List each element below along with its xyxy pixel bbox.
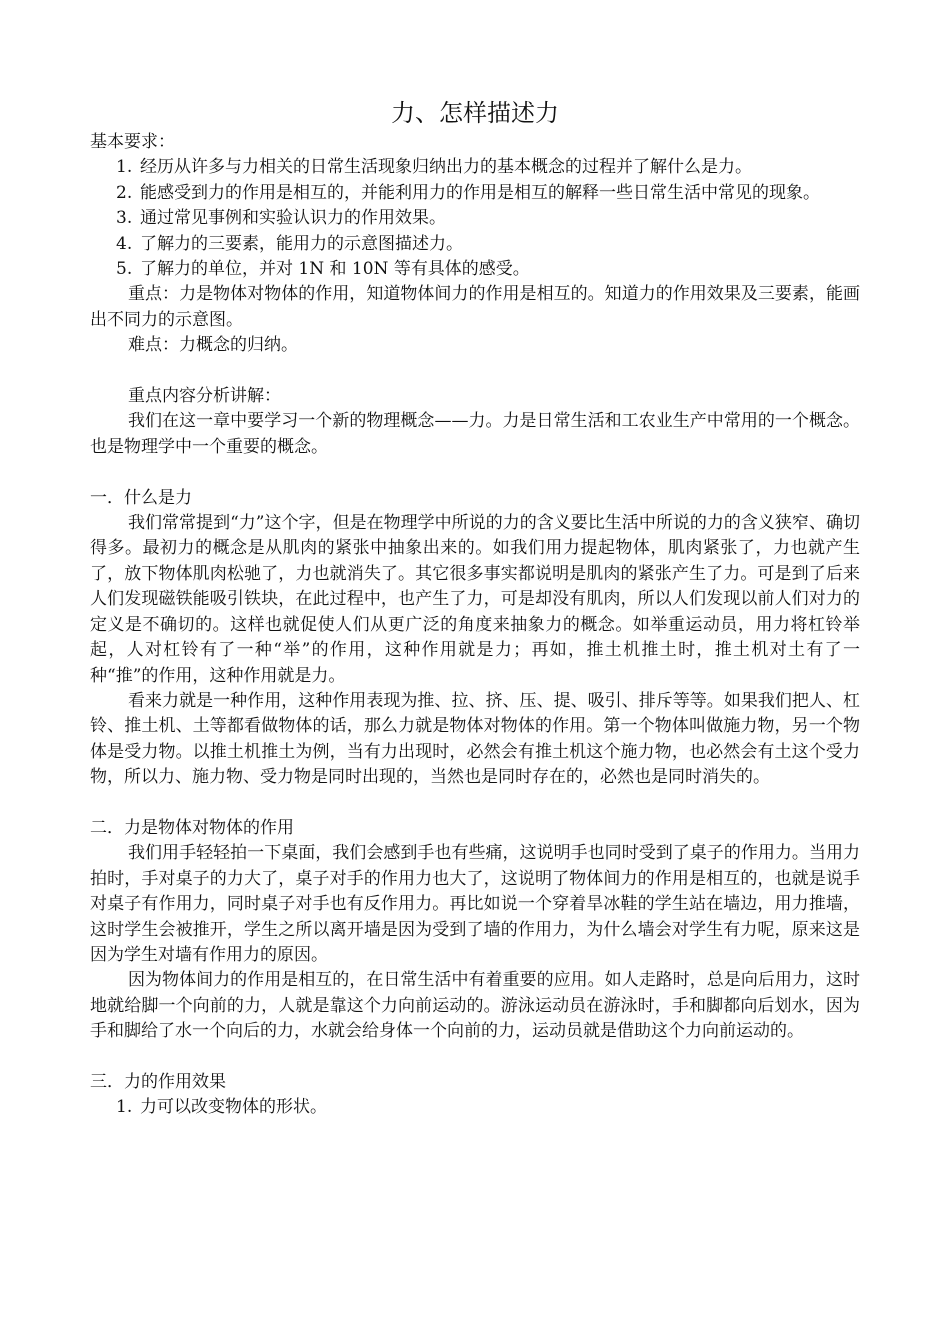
section-heading: 三．力的作用效果 — [90, 1071, 226, 1092]
list-item: 1. 力可以改变物体的形状。 — [116, 1097, 327, 1118]
requirement-item: 1. 经历从许多与力相关的日常生活现象归纳出力的基本概念的过程并了解什么是力。 — [116, 157, 752, 178]
paragraph: 我们常常提到“力”这个字，但是在物理学中所说的力的含义要比生活中所说的力的含义狭窄、确切得多。最初力的概念是从肌肉的紧张中抽象出来的。如我们用力提起物体，肌肉紧张了，力也就产生了，放下物体肌肉松驰了，力也就消失了。其它很多事实都说明是肌肉的紧张产生了力。可是到了后来人们发现磁铁能吸引铁块，在此过程中，也产生了力，可是却没有肌肉，所以人们发现以前人们对力的定义是不确切的。这样也就促使人们从更广泛的角度来抽象力的概念。如举重运动员，用力将杠铃举起，人对杠铃有了一种“举”的作用，这种作用就是力；再如，推土机推土时，推土机对土有了一种“推”的作用，这种作用就是力。 — [90, 513, 860, 686]
paragraph: 看来力就是一种作用，这种作用表现为推、拉、挤、压、提、吸引、排斥等等。如果我们把人、杠铃、推土机、土等都看做物体的话，那么力就是物体对物体的作用。第一个物体叫做施力物，另一个物体是受力物。以推土机推土为例，当有力出现时，必然会有推土机这个施力物，也必然会有土这个受力物，所以力、施力物、受力物是同时出现的，当然也是同时存在的，必然也是同时消失的。 — [90, 690, 860, 788]
requirement-item: 3. 通过常见事例和实验认识力的作用效果。 — [116, 208, 446, 229]
spacer — [90, 1045, 860, 1070]
paragraph: 我们用手轻轻拍一下桌面，我们会感到手也有些痛，这说明手也同时受到了桌子的作用力。当用力拍时，手对桌子的力大了，桌子对手的作用力也大了，这说明了物体间力的作用是相互的，也就是说手对桌子有作用力，同时桌子对手也有反作用力。再比如说一个穿着旱冰鞋的学生站在墙边，用力推墙，这时学生会被推开，学生之所以离开墙是因为受到了墙的作用力，为什么墙会对学生有力呢，原来这是因为学生对墙有作用力的原因。 — [90, 843, 860, 965]
spacer — [90, 791, 860, 816]
section-heading: 二．力是物体对物体的作用 — [90, 817, 294, 838]
analysis-heading: 重点内容分析讲解： — [128, 386, 281, 407]
key-point: 重点：力是物体对物体的作用，知道物体间力的作用是相互的。知道力的作用效果及三要素，能画出不同力的示意图。 — [90, 284, 860, 330]
requirement-item: 4. 了解力的三要素，能用力的示意图描述力。 — [116, 233, 463, 254]
section-heading: 一．什么是力 — [90, 487, 192, 508]
intro-paragraph: 我们在这一章中要学习一个新的物理概念——力。力是日常生活和工农业生产中常用的一个概念。也是物理学中一个重要的概念。 — [90, 411, 860, 457]
difficulty: 难点：力概念的归纳。 — [128, 335, 298, 356]
document-body — [90, 96, 860, 1121]
page-title: 力、怎样描述力 — [391, 99, 559, 127]
requirement-item: 5. 了解力的单位，并对 1N 和 10N 等有具体的感受。 — [116, 259, 530, 280]
spacer — [90, 359, 860, 384]
requirement-item: 2. 能感受到力的作用是相互的，并能利用力的作用是相互的解释一些日常生活中常见的现象。 — [116, 182, 820, 203]
spacer — [90, 460, 860, 485]
requirements-heading: 基本要求： — [90, 132, 175, 152]
paragraph: 因为物体间力的作用是相互的，在日常生活中有着重要的应用。如人走路时，总是向后用力，这时地就给脚一个向前的力，人就是靠这个力向前运动的。游泳运动员在游泳时，手和脚都向后划水，因为手和脚给了水一个向后的力，水就会给身体一个向前的力，运动员就是借助这个力向前运动的。 — [90, 970, 860, 1042]
